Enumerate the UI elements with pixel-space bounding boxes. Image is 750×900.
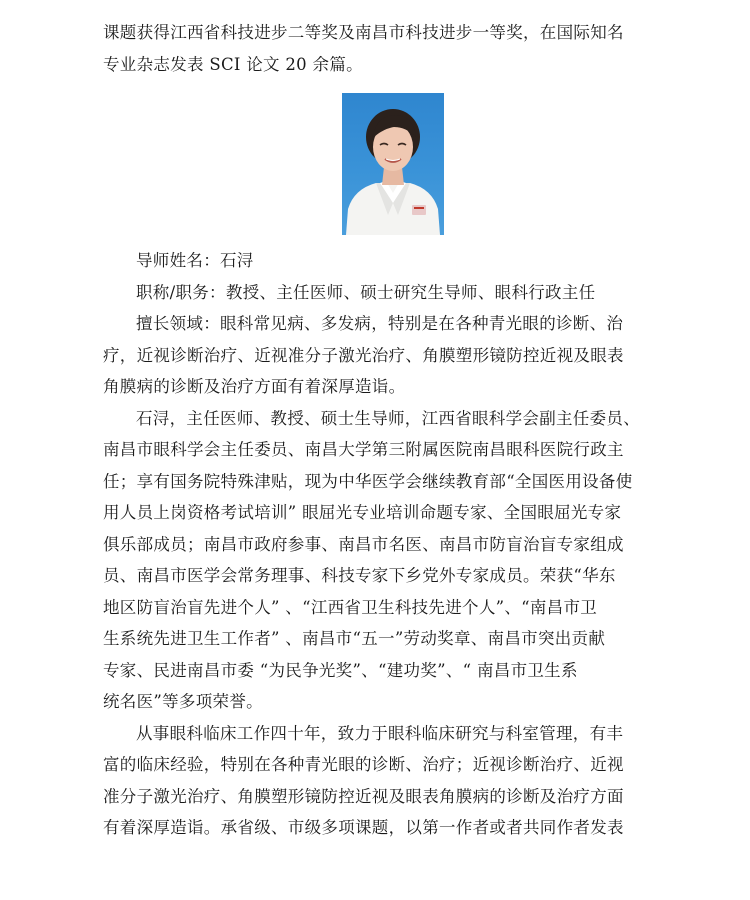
portrait-illustration [342, 93, 444, 235]
text-line: 疗，近视诊断治疗、近视准分子激光治疗、角膜塑形镜防控近视及眼表 [103, 345, 624, 365]
text-line: 南昌市眼科学会主任委员、南昌大学第三附属医院南昌眼科医院行政主 [103, 440, 624, 459]
intro-paragraph [103, 17, 653, 80]
text-line: 课题获得江西省科技进步二等奖及南昌市科技进步一等奖，在国际知名 [103, 23, 624, 42]
tutor-info-block [103, 245, 653, 844]
text-line: 俱乐部成员；南昌市政府参事、南昌市名医、南昌市防盲治盲专家组成 [103, 534, 624, 554]
text-line: 富的临床经验，特别在各种青光眼的诊断、治疗；近视诊断治疗、近视 [103, 755, 624, 774]
text-line: 准分子激光治疗、角膜塑形镜防控近视及眼表角膜病的诊断及治疗方面 [103, 786, 624, 806]
text-line: 地区防盲治盲先进个人” 、“江西省卫生科技先进个人”、“南昌市卫 [103, 597, 598, 617]
text-line: 员、南昌市医学会常务理事、科技专家下乡党外专家成员。荣获“华东 [103, 566, 616, 585]
text-line: 角膜病的诊断及治疗方面有着深厚造诣。 [103, 377, 406, 396]
text-line: 石浔，主任医师、教授、硕士生导师，江西省眼科学会副主任委员、 [136, 408, 640, 428]
text-line: 擅长领域：眼科常见病、多发病，特别是在各种青光眼的诊断、治 [136, 314, 624, 333]
text-line: 统名医”等多项荣誉。 [103, 692, 263, 711]
text-line: 从事眼科临床工作四十年，致力于眼科临床研究与科室管理，有丰 [136, 723, 624, 743]
text-line: 任；享有国务院特殊津贴，现为中华医学会继续教育部“全国医用设备使 [103, 471, 633, 491]
text-line: 生系统先进卫生工作者” 、南昌市“五一”劳动奖章、南昌市突出贡献 [103, 629, 606, 648]
text-line: 用人员上岗资格考试培训” 眼屈光专业培训命题专家、全国眼屈光专家 [103, 503, 622, 522]
tutor-name: 导师姓名：石浔 [136, 251, 254, 270]
tutor-title: 职称/职务：教授、主任医师、硕士研究生导师、眼科行政主任 [136, 282, 596, 302]
text-line: 专业杂志发表 SCI 论文 20 余篇。 [103, 54, 363, 74]
tutor-portrait-photo [342, 93, 444, 235]
text-line: 专家、民进南昌市委 “为民争光奖”、“建功奖”、“ 南昌市卫生系 [103, 660, 578, 680]
text-line: 有着深厚造诣。承省级、市级多项课题，以第一作者或者共同作者发表 [103, 818, 624, 837]
